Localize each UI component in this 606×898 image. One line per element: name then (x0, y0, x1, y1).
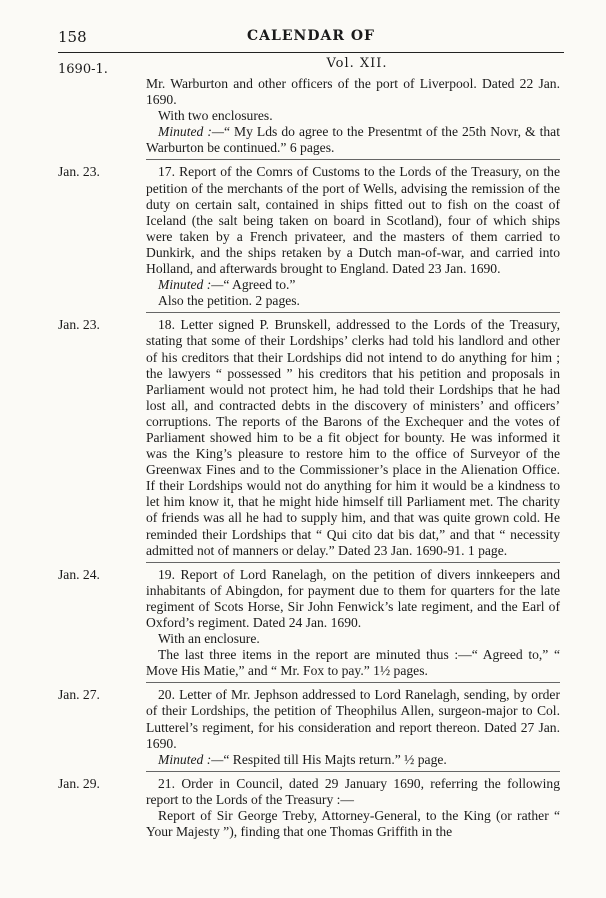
minuted-text: “ My Lds do agree to the Presentmt of the 25th Novr, & that Warburton be continued.” 6 pages. (146, 124, 560, 156)
calendar-body (58, 76, 560, 840)
entry-divider (146, 771, 560, 772)
entry-paragraph: The last three items in the report are minuted thus :—“ Agreed to,” “ Move His Matie,” and “ Mr. Fox to pay.” 1½ pages. (146, 647, 560, 679)
entry-divider (146, 159, 560, 160)
entry-paragraph: Report of Sir George Treby, Attorney-General, to the King (or rather “ Your Majesty ”), finding that one Thomas Griffith in the (146, 808, 560, 840)
entry-paragraph (146, 277, 560, 293)
entry-4 (58, 687, 560, 767)
minuted-label: Minuted :— (158, 124, 224, 140)
entry-date: Jan. 23. (58, 164, 100, 180)
minuted-text: “ Agreed to.” (223, 277, 296, 293)
volume-label: Vol. XII. (326, 56, 388, 71)
header-rule (58, 52, 564, 53)
entry-paragraph: With two enclosures. (158, 108, 273, 124)
entry-date: Jan. 29. (58, 775, 100, 791)
entry-0 (58, 76, 560, 156)
entry-5 (58, 776, 560, 840)
entry-paragraph (146, 752, 560, 768)
entry-paragraph: 17. Report of the Comrs of Customs to the Lords of the Treasury, on the petition of the merchants of the port of Wells, advising the remission of the duty on certain salt, contained in ships fitted out to fish on the coast of Iceland (the salt being taken on board in Scotland), four of which ships were taken by a French privateer, and the masters of them carried to Dunkirk, and the ships retaken by a Dutch man-of-war, and carried into Holland, and afterwards brought to England. Dated 23 Jan. 1690. (146, 164, 560, 277)
page-header (58, 28, 564, 48)
minuted-label: Minuted :— (158, 277, 224, 293)
entry-paragraph: 21. Order in Council, dated 29 January 1690, referring the following report to the Lords of the Treasury :— (146, 775, 560, 807)
year-label: 1690-1. (58, 62, 108, 77)
entry-1 (58, 164, 560, 309)
entry-divider (146, 312, 560, 313)
entry-date: Jan. 27. (58, 687, 100, 703)
minuted-label: Minuted :— (158, 751, 224, 767)
entry-paragraph: 18. Letter signed P. Brunskell, addressed to the Lords of the Treasury, stating that some of their Lordships’ clerks had told his landlord and other of his creditors that their Lordships did not intend to do anything for him ; the lawyers “ possessed ” his creditors that his petition and proposals in Parliament would not protect him, he had told their Lordships that he had lost all, and contracted debts in the discovery of ministers’ and officers’ corruptions. The reports of the Barons of the Exchequer and the votes of Parliament showed him to be a fit object for bounty. He was informed it was the King’s pleasure to restore him to the office of Surveyor of the Greenwax Fines and to the Commissioner’s place in the Alienation Office. If their Lordships would not do anything for him it would be a kindness to let him know it, that he might hide himself till Parliament met. The charity of friends was all he had to supply him, and that was quite grown cold. He reminded their Lordships that “ Qui cito dat bis dat,” and that “ necessity admitted not of manners or delay.” Dated 23 Jan. 1690-91. 1 page. (146, 317, 560, 558)
entry-3 (58, 567, 560, 680)
entry-paragraph: Also the petition. 2 pages. (158, 293, 300, 309)
minuted-text: “ Respited till His Majts return.” ½ page. (223, 751, 447, 767)
entry-paragraph: Mr. Warburton and other officers of the port of Liverpool. Dated 22 Jan. 1690. (146, 76, 560, 108)
entry-paragraph (146, 124, 560, 156)
running-title: CALENDAR OF (247, 28, 375, 44)
entry-2 (58, 317, 560, 558)
entry-date: Jan. 23. (58, 317, 100, 333)
entry-paragraph: 19. Report of Lord Ranelagh, on the petition of divers innkeepers and inhabitants of Abingdon, for payment due to them for quarters for the late regiment of Scots Horse, Sir John Fenwick’s late regiment, and the Earl of Oxford’s regiment. Dated 24 Jan. 1690. (146, 566, 560, 630)
entry-paragraph: With an enclosure. (158, 631, 260, 647)
page-number: 158 (58, 28, 87, 46)
entry-date: Jan. 24. (58, 566, 100, 582)
entry-divider (146, 682, 560, 683)
entry-paragraph: 20. Letter of Mr. Jephson addressed to Lord Ranelagh, sending, by order of their Lordships, the petition of Theophilus Allen, surgeon-major to Col. Lutterel’s regiment, for his consideration and report thereon. Dated 27 Jan. 1690. (146, 687, 560, 751)
entry-divider (146, 562, 560, 563)
